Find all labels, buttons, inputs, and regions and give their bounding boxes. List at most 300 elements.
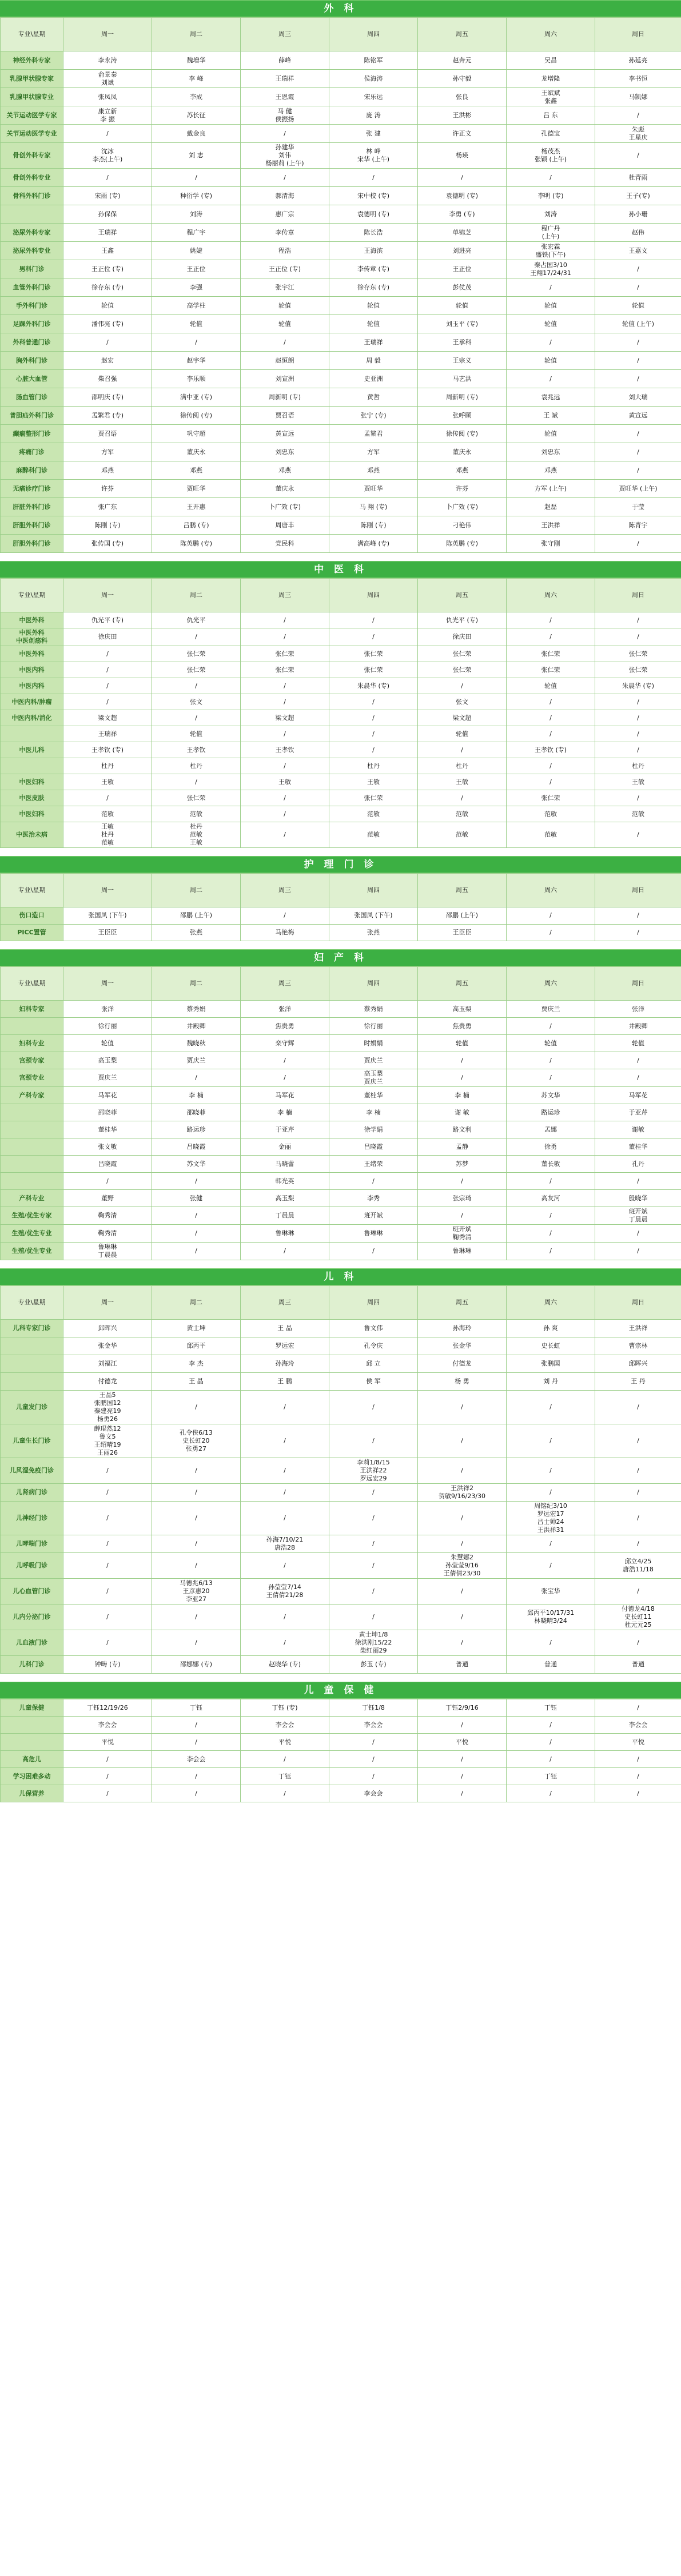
doctor-cell: 张健: [152, 1190, 241, 1207]
doctor-cell: /: [595, 1173, 681, 1190]
doctor-cell: /: [418, 1391, 507, 1424]
doctor-cell: 惠广宗: [241, 205, 329, 224]
header-day: 周二: [152, 579, 241, 612]
doctor-cell: 普通: [418, 1656, 507, 1674]
doctor-cell: 孙莹莹7/14 王倩倩21/28: [241, 1579, 329, 1604]
doctor-cell: /: [152, 678, 241, 694]
doctor-cell: 郝清海: [241, 187, 329, 205]
department-label: 疼痛门诊: [1, 443, 63, 461]
doctor-cell: 王子(专): [595, 187, 681, 205]
schedule-row: [1, 662, 681, 678]
doctor-cell: /: [595, 907, 681, 925]
doctor-cell: 刘 志: [152, 143, 241, 169]
doctor-cell: 黄宣远: [595, 407, 681, 425]
doctor-cell: 周铭纪3/10 罗远宏17 吕士帅24 王洪祥31: [507, 1502, 595, 1535]
doctor-cell: 轮值 (上午): [595, 315, 681, 333]
doctor-cell: 卜广效 (专): [241, 498, 329, 516]
doctor-cell: 徐存东 (专): [329, 278, 418, 297]
doctor-cell: 马军花: [241, 1087, 329, 1104]
doctor-cell: 孔丹: [595, 1156, 681, 1173]
schedule-row: [1, 1207, 681, 1225]
doctor-cell: 张仁荣: [418, 662, 507, 678]
schedule-row: [1, 461, 681, 480]
doctor-cell: 轮值: [152, 726, 241, 742]
doctor-cell: 轮值: [507, 297, 595, 315]
doctor-cell: 徐存东 (专): [63, 278, 152, 297]
department-label: 学习困难多动: [1, 1768, 63, 1785]
doctor-cell: /: [418, 678, 507, 694]
department-label: 妇科专家: [1, 1001, 63, 1018]
doctor-cell: 班开斌 鞠秀清: [418, 1225, 507, 1243]
doctor-cell: /: [63, 1458, 152, 1484]
doctor-cell: 井殿卿: [595, 1018, 681, 1035]
department-label: 胸外科门诊: [1, 352, 63, 370]
doctor-cell: 梁文超: [241, 710, 329, 726]
doctor-cell: 孟静: [418, 1138, 507, 1156]
doctor-cell: /: [507, 333, 595, 352]
doctor-cell: 王瑞祥: [63, 726, 152, 742]
section-title: 护 理 门 诊: [0, 856, 681, 873]
schedule-row: [1, 1190, 681, 1207]
doctor-cell: /: [507, 370, 595, 388]
doctor-cell: 赵伟: [595, 224, 681, 242]
doctor-cell: 高玉梨: [63, 1052, 152, 1069]
doctor-cell: 杜丹: [152, 758, 241, 774]
doctor-cell: 范敏: [595, 806, 681, 822]
department-label: 男科门诊: [1, 260, 63, 278]
department-label: 产科专家: [1, 1087, 63, 1104]
doctor-cell: /: [418, 1604, 507, 1630]
doctor-cell: 戴金良: [152, 125, 241, 143]
doctor-cell: /: [595, 694, 681, 710]
doctor-cell: 董长敏: [507, 1156, 595, 1173]
header-day: 周一: [63, 967, 152, 1001]
department-label: 乳腺甲状腺专家: [1, 70, 63, 88]
doctor-cell: 鲁琳琳 丁晨晨: [63, 1243, 152, 1260]
doctor-cell: 张洋: [595, 1001, 681, 1018]
header-day: 周三: [241, 967, 329, 1001]
section-title: 儿 童 保 健: [0, 1682, 681, 1699]
doctor-cell: 王晶5 张鹏国12 秦建亮19 杨勇26: [63, 1391, 152, 1424]
doctor-cell: 范敏: [329, 822, 418, 848]
schedule-row: [1, 694, 681, 710]
doctor-cell: /: [329, 1768, 418, 1785]
doctor-cell: 吕鹏 (专): [152, 516, 241, 535]
doctor-cell: /: [595, 1052, 681, 1069]
doctor-cell: 张宏霖 盛铁(下午): [507, 242, 595, 260]
doctor-cell: 邵明庆 (专): [63, 388, 152, 407]
schedule-row: [1, 370, 681, 388]
doctor-cell: /: [507, 1243, 595, 1260]
doctor-cell: 平悦: [418, 1734, 507, 1751]
doctor-cell: 丁钰1/8: [329, 1699, 418, 1717]
doctor-cell: 许芬: [63, 480, 152, 498]
doctor-cell: 刘忠东: [241, 443, 329, 461]
doctor-cell: 秦占国3/10 王翔17/24/31: [507, 260, 595, 278]
doctor-cell: 邵鹏 (上午): [152, 907, 241, 925]
doctor-cell: 路运珍: [152, 1121, 241, 1138]
doctor-cell: 鞠秀清: [63, 1225, 152, 1243]
doctor-cell: /: [595, 742, 681, 758]
doctor-cell: 张宗琦: [418, 1190, 507, 1207]
doctor-cell: 丁钰: [241, 1768, 329, 1785]
doctor-cell: 魏晓秋: [152, 1035, 241, 1052]
doctor-cell: 轮值: [329, 297, 418, 315]
department-label: 儿哮喘门诊: [1, 1535, 63, 1553]
header-corner: 专业\星期: [1, 874, 63, 907]
doctor-cell: 周唐丰: [241, 516, 329, 535]
department-label: 儿心血管门诊: [1, 1579, 63, 1604]
doctor-cell: /: [507, 1535, 595, 1553]
doctor-cell: 董庆永: [418, 443, 507, 461]
doctor-cell: 张燕: [329, 924, 418, 941]
doctor-cell: /: [507, 1553, 595, 1579]
doctor-cell: 姚婕: [152, 242, 241, 260]
department-label: 生殖/优生专业: [1, 1243, 63, 1260]
doctor-cell: /: [595, 443, 681, 461]
doctor-cell: /: [329, 1502, 418, 1535]
doctor-cell: 丁钰12/19/26: [63, 1699, 152, 1717]
doctor-cell: /: [63, 662, 152, 678]
section-title: 儿 科: [0, 1268, 681, 1285]
doctor-cell: /: [507, 612, 595, 628]
header-day: 周日: [595, 874, 681, 907]
doctor-cell: 王宗义: [418, 352, 507, 370]
doctor-cell: 吕晓霞: [152, 1138, 241, 1156]
doctor-cell: 朱彪 王星庆: [595, 125, 681, 143]
doctor-cell: /: [595, 1630, 681, 1656]
doctor-cell: 马凯娜: [595, 88, 681, 106]
doctor-cell: /: [418, 1502, 507, 1535]
doctor-cell: 陈刚 (专): [329, 516, 418, 535]
schedule-row: [1, 1104, 681, 1121]
schedule-table: [0, 966, 681, 1260]
doctor-cell: 平悦: [595, 1734, 681, 1751]
doctor-cell: /: [595, 1785, 681, 1802]
doctor-cell: /: [595, 710, 681, 726]
doctor-cell: 王 晶: [152, 1373, 241, 1391]
doctor-cell: /: [507, 1207, 595, 1225]
schedule-row: [1, 205, 681, 224]
doctor-cell: 满高峰 (专): [329, 535, 418, 553]
schedule-row: [1, 143, 681, 169]
doctor-cell: /: [507, 1391, 595, 1424]
doctor-cell: 罗远宏: [241, 1337, 329, 1355]
doctor-cell: /: [152, 628, 241, 646]
schedule-row: [1, 242, 681, 260]
doctor-cell: 张仁荣: [507, 662, 595, 678]
doctor-cell: /: [595, 425, 681, 443]
doctor-cell: 党民科: [241, 535, 329, 553]
doctor-cell: 仇光平: [152, 612, 241, 628]
header-row: [1, 874, 681, 907]
department-label: 外科普通门诊: [1, 333, 63, 352]
doctor-cell: 宋中校 (专): [329, 187, 418, 205]
header-day: 周三: [241, 18, 329, 51]
doctor-cell: /: [63, 1785, 152, 1802]
doctor-cell: 刘涛: [507, 205, 595, 224]
doctor-cell: 高玉梨 贾庆兰: [329, 1069, 418, 1087]
schedule-row: [1, 1699, 681, 1717]
doctor-cell: /: [329, 694, 418, 710]
schedule-row: [1, 1121, 681, 1138]
doctor-cell: /: [329, 710, 418, 726]
doctor-cell: /: [152, 1225, 241, 1243]
doctor-cell: 范敏: [507, 822, 595, 848]
doctor-cell: 李 楠: [241, 1104, 329, 1121]
doctor-cell: 丁晨晨: [241, 1207, 329, 1225]
doctor-cell: /: [329, 742, 418, 758]
header-day: 周六: [507, 874, 595, 907]
doctor-cell: /: [507, 1751, 595, 1768]
doctor-cell: 王洪彬: [418, 106, 507, 125]
department-label: 心脏大血管: [1, 370, 63, 388]
header-row: [1, 1286, 681, 1320]
doctor-cell: /: [418, 1458, 507, 1484]
department-label: 中医内科: [1, 662, 63, 678]
doctor-cell: 巩守超: [152, 425, 241, 443]
doctor-cell: 苏文华: [507, 1087, 595, 1104]
doctor-cell: 李莉1/8/15 王洪祥22 罗远宏29: [329, 1458, 418, 1484]
doctor-cell: 路运珍: [507, 1104, 595, 1121]
header-day: 周四: [329, 874, 418, 907]
doctor-cell: 张仁荣: [418, 646, 507, 662]
doctor-cell: 王 丹: [595, 1373, 681, 1391]
schedule-row: [1, 1751, 681, 1768]
schedule-table: [0, 1285, 681, 1674]
doctor-cell: 高友河: [507, 1190, 595, 1207]
doctor-cell: 邱丙平10/17/31 林晓晴3/24: [507, 1604, 595, 1630]
doctor-cell: 范敏: [418, 822, 507, 848]
doctor-cell: /: [595, 1225, 681, 1243]
doctor-cell: /: [595, 461, 681, 480]
doctor-cell: /: [418, 169, 507, 187]
doctor-cell: /: [152, 774, 241, 790]
doctor-cell: /: [241, 1458, 329, 1484]
doctor-cell: 陈英鹏 (专): [418, 535, 507, 553]
schedule-row: [1, 1373, 681, 1391]
doctor-cell: /: [507, 726, 595, 742]
schedule-row: [1, 1717, 681, 1734]
doctor-cell: 宋雨 (专): [63, 187, 152, 205]
doctor-cell: 方军 (上午): [507, 480, 595, 498]
doctor-cell: 孔令庆: [329, 1337, 418, 1355]
doctor-cell: 马军花: [63, 1087, 152, 1104]
department-label: 儿科门诊: [1, 1656, 63, 1674]
doctor-cell: /: [329, 1579, 418, 1604]
doctor-cell: 史亚洲: [329, 370, 418, 388]
doctor-cell: /: [63, 169, 152, 187]
doctor-cell: 贾召语: [241, 407, 329, 425]
schedule-row: [1, 535, 681, 553]
doctor-cell: 王 鹏: [241, 1373, 329, 1391]
header-day: 周四: [329, 1286, 418, 1320]
doctor-cell: /: [418, 790, 507, 806]
doctor-cell: /: [241, 694, 329, 710]
doctor-cell: 程浩: [241, 242, 329, 260]
doctor-cell: /: [152, 1458, 241, 1484]
department-label: [1, 1717, 63, 1734]
doctor-cell: 侯海涛: [329, 70, 418, 88]
header-day: 周日: [595, 18, 681, 51]
doctor-cell: 马 健 侯振扬: [241, 106, 329, 125]
doctor-cell: /: [241, 726, 329, 742]
department-label: 中医皮肤: [1, 790, 63, 806]
department-label: 肝脏外科门诊: [1, 498, 63, 516]
schedule-row: [1, 388, 681, 407]
doctor-cell: 张仁荣: [329, 646, 418, 662]
doctor-cell: 王斌斌 张鑫: [507, 88, 595, 106]
schedule-row: [1, 1035, 681, 1052]
doctor-cell: /: [241, 1630, 329, 1656]
doctor-cell: 周 毅: [329, 352, 418, 370]
doctor-cell: 徐行丽: [63, 1018, 152, 1035]
doctor-cell: 张文: [152, 694, 241, 710]
department-label: 中医内科/肿瘤: [1, 694, 63, 710]
doctor-cell: 杜丹: [595, 758, 681, 774]
doctor-cell: /: [329, 1751, 418, 1768]
doctor-cell: 孙海玲: [418, 1320, 507, 1337]
doctor-cell: /: [241, 1069, 329, 1087]
doctor-cell: 轮值: [329, 315, 418, 333]
doctor-cell: /: [63, 125, 152, 143]
doctor-cell: 刘进亮: [418, 242, 507, 260]
header-day: 周日: [595, 1286, 681, 1320]
doctor-cell: /: [595, 1069, 681, 1087]
doctor-cell: 王正位 (专): [63, 260, 152, 278]
doctor-cell: 邱 立: [329, 1355, 418, 1373]
department-label: 骨科外科门诊: [1, 187, 63, 205]
doctor-cell: 张仁荣: [241, 662, 329, 678]
doctor-cell: 张广东: [63, 498, 152, 516]
department-label: 中医外科: [1, 646, 63, 662]
doctor-cell: /: [595, 1391, 681, 1424]
doctor-cell: 朱晨华 (专): [329, 678, 418, 694]
doctor-cell: 范敏: [418, 806, 507, 822]
header-day: 周四: [329, 579, 418, 612]
schedule-row: [1, 169, 681, 187]
doctor-cell: 徐学娟: [329, 1121, 418, 1138]
schedule-row: [1, 125, 681, 143]
doctor-cell: 孔德宝: [507, 125, 595, 143]
doctor-cell: 张良: [418, 88, 507, 106]
doctor-cell: /: [595, 535, 681, 553]
doctor-cell: 董野: [63, 1190, 152, 1207]
doctor-cell: 徐行丽: [329, 1018, 418, 1035]
doctor-cell: 张洋: [63, 1001, 152, 1018]
doctor-cell: /: [595, 260, 681, 278]
doctor-cell: 许正文: [418, 125, 507, 143]
schedule-row: [1, 790, 681, 806]
doctor-cell: 程广宇: [152, 224, 241, 242]
schedule-row: [1, 1785, 681, 1802]
doctor-cell: 王正位: [152, 260, 241, 278]
schedule-row: [1, 1243, 681, 1260]
doctor-cell: 黄哲: [329, 388, 418, 407]
doctor-cell: 刘宣洲: [241, 370, 329, 388]
doctor-cell: 张传国 (专): [63, 535, 152, 553]
schedule-row: [1, 278, 681, 297]
department-label: 中医内科: [1, 678, 63, 694]
doctor-cell: /: [152, 1785, 241, 1802]
schedule-row: [1, 187, 681, 205]
doctor-cell: 张文: [418, 694, 507, 710]
schedule-row: [1, 1320, 681, 1337]
schedule-row: [1, 1656, 681, 1674]
doctor-cell: 侯 军: [329, 1373, 418, 1391]
doctor-cell: 李永涛: [63, 51, 152, 70]
doctor-cell: 俞景秦 刘斌: [63, 70, 152, 88]
schedule-row: [1, 1734, 681, 1751]
doctor-cell: 张 建: [329, 125, 418, 143]
schedule-row: [1, 1138, 681, 1156]
section-gap: [0, 941, 681, 949]
header-day: 周五: [418, 18, 507, 51]
doctor-cell: 轮值: [241, 297, 329, 315]
schedule-row: [1, 443, 681, 461]
doctor-cell: /: [329, 1553, 418, 1579]
doctor-cell: 吕晓霞: [329, 1138, 418, 1156]
department-label: 高危儿: [1, 1751, 63, 1768]
doctor-cell: /: [152, 1243, 241, 1260]
doctor-cell: 王孝钦 (专): [507, 742, 595, 758]
department-label: 生殖/优生专业: [1, 1225, 63, 1243]
department-label: 儿神经门诊: [1, 1502, 63, 1535]
schedule-row: [1, 352, 681, 370]
doctor-cell: 仇光平 (专): [418, 612, 507, 628]
doctor-cell: 范敏: [152, 806, 241, 822]
doctor-cell: /: [241, 1243, 329, 1260]
doctor-cell: 孟繁君 (专): [63, 407, 152, 425]
doctor-cell: 邓燕: [418, 461, 507, 480]
doctor-cell: 孙延亮: [595, 51, 681, 70]
header-day: 周四: [329, 967, 418, 1001]
doctor-cell: 贾庆兰: [507, 1001, 595, 1018]
doctor-cell: /: [418, 1207, 507, 1225]
doctor-cell: /: [152, 1173, 241, 1190]
doctor-cell: 张仁荣: [152, 662, 241, 678]
doctor-cell: 鞠秀清: [63, 1207, 152, 1225]
header-day: 周二: [152, 1286, 241, 1320]
schedule-row: [1, 710, 681, 726]
doctor-cell: 付德龙: [418, 1355, 507, 1373]
doctor-cell: /: [152, 710, 241, 726]
doctor-cell: 徐传阅 (专): [152, 407, 241, 425]
doctor-cell: 轮值: [63, 297, 152, 315]
doctor-cell: /: [152, 1207, 241, 1225]
department-label: 妇科专业: [1, 1035, 63, 1052]
doctor-cell: 种衍学 (专): [152, 187, 241, 205]
doctor-cell: /: [507, 694, 595, 710]
doctor-cell: 殷晓华: [595, 1190, 681, 1207]
doctor-cell: 苏文华: [152, 1156, 241, 1173]
doctor-cell: 付德龙: [63, 1373, 152, 1391]
schedule-row: [1, 907, 681, 925]
header-corner: 专业\星期: [1, 1286, 63, 1320]
doctor-cell: 袁德明 (专): [329, 205, 418, 224]
doctor-cell: 轮值: [418, 297, 507, 315]
department-label: [1, 1104, 63, 1121]
schedule-row: [1, 1768, 681, 1785]
doctor-cell: 丁钰: [507, 1768, 595, 1785]
doctor-cell: 于亚芹: [595, 1104, 681, 1121]
doctor-cell: 孙海玲: [241, 1355, 329, 1373]
doctor-cell: 朱晨华 (专): [595, 678, 681, 694]
doctor-cell: /: [507, 758, 595, 774]
doctor-cell: 范敏: [329, 806, 418, 822]
header-day: 周一: [63, 579, 152, 612]
doctor-cell: 张仁荣: [241, 646, 329, 662]
